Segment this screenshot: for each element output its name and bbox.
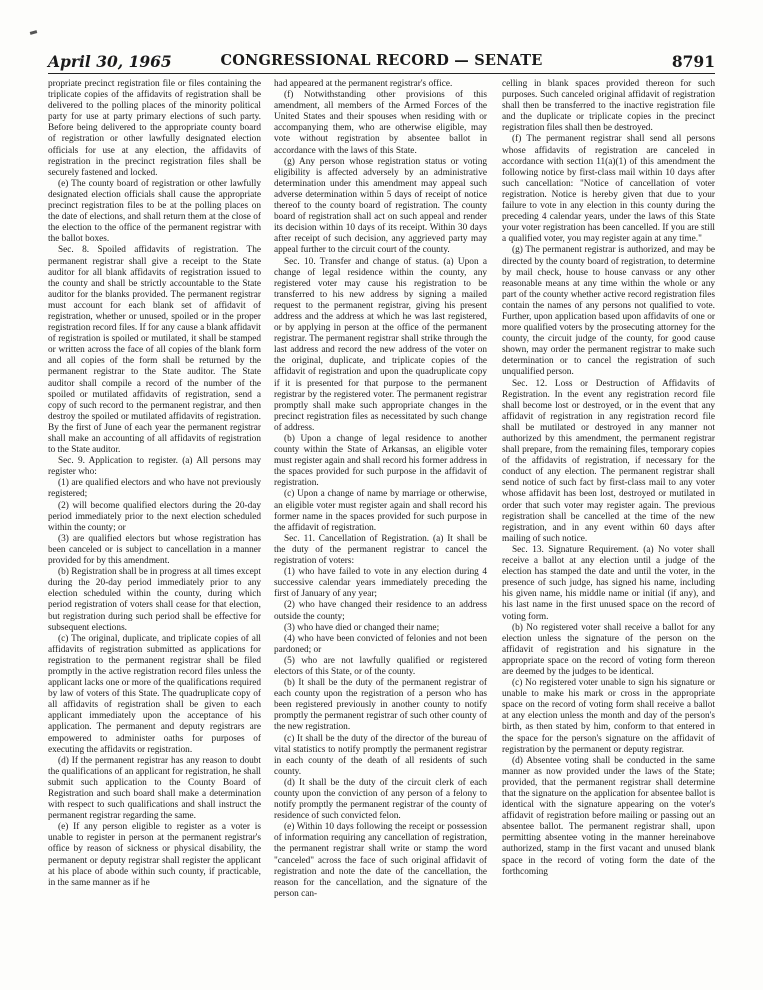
scan-speck bbox=[30, 30, 38, 35]
paragraph: Sec. 12. Loss or Destruction of Affidavits of Registration. In the event any registration record file shall become lost or destroyed, or in the event that any affidavit of registration in any registration record file shall be mutilated or destroyed in any manner not authorized by this amendment, the permanent registrar shall prepare, from the remaining files, temporary copies of the affidavits of registration, if necessary for the conduct of any election. The permanent registrar shall send notice of such fact by first-class mail to any voter whose affidavit has been lost, destroyed or mutilated in order that such voter may register again. The previous registration shall be cancelled at the time of the new registration, and in any event within 60 days after mailing of such notice. bbox=[502, 378, 715, 544]
paragraph: (c) The original, duplicate, and triplicate copies of all affidavits of registration submitted as applications for registration to the permanent registrar shall be filed promptly in the active registration record files unless the applicant lacks one or more of the qualifications required by law of voters of this State. The quadruplicate copy of all affidavits of registration shall be given to each applicant immediately upon the acceptance of his application. The permanent and deputy registrars are empowered to administer oaths for purposes of executing the affidavits or registration. bbox=[48, 633, 261, 755]
paragraph: (b) It shall be the duty of the permanent registrar of each county upon the registration of a person who has been registered previously in another county to notify promptly the permanent registrar of such other county of the new registration. bbox=[274, 678, 487, 733]
paragraph: (c) Upon a change of name by marriage or otherwise, an eligible voter must register again and shall record his former name in the spaces provided for such purpose in the affidavit of registration. bbox=[274, 489, 487, 533]
header-rule bbox=[48, 73, 715, 74]
paragraph: propriate precinct registration file or files containing the triplicate copies of the affidavits of registration shall be delivered to the polling places of the minority political party for use at party primary elections of such party. Before being delivered to the appropriate county board of registration or other lawfully designated election officials for use at any election, the affidavits of registration in the precinct registration files shall be securely fastened and locked. bbox=[48, 79, 261, 178]
paragraph: (3) are qualified electors but whose registration has been canceled or is subject to cancellation in a manner provided for by this amendment. bbox=[48, 533, 261, 567]
paragraph: (4) who have been convicted of felonies and not been pardoned; or bbox=[274, 633, 487, 655]
paragraph: (e) If any person eligible to register as a voter is unable to register in person at the permanent registrar's office by reason of sickness or physical disability, the permanent or deputy registrar shall register the applicant at his place of abode within such county, if practicable, in the same manner as if he bbox=[48, 822, 261, 888]
paragraph: (1) are qualified electors and who have not previously registered; bbox=[48, 478, 261, 500]
header-title: CONGRESSIONAL RECORD — SENATE bbox=[220, 52, 543, 69]
page-header bbox=[48, 52, 715, 72]
paragraph: (e) Within 10 days following the receipt or possession of information requiring any cancellation of registration, the permanent registrar shall write or stamp the word "canceled" across the face of such original affidavit of registration and note the date of the cancellation, the reason for the cancellation, and the signature of the person can- bbox=[274, 822, 487, 899]
paragraph: (f) The permanent registrar shall send all persons whose affidavits of registration are canceled in accordance with section 11(a)(1) of this amendment the following notice by first-class mail within 10 days after such cancellation: "Notice of cancellation of voter registration. Notice is hereby given that due to your failure to vote in any election in this county during the preceding 4 calendar years, under the laws of this State your voter registration has been cancelled. If you are still a qualified voter, you may register again at any time." bbox=[502, 134, 715, 245]
paragraph: Sec. 8. Spoiled affidavits of registration. The permanent registrar shall give a receipt to the State auditor for all blank affidavits of registration issued to the county and shall be strictly accountable to the State auditor for the blanks provided. The permanent registrar must account for each blank set of affidavit of registration, whether or unused, spoiled or in the proper registration record files. If for any cause a blank affidavit of registration is spoiled or mutilated, it shall be stamped or written across the face of all copies of the blank form and all copies of the form shall be returned by the permanent registrar to the State auditor. The State auditor shall compile a record of the number of the spoiled or mutilated affidavits of registration, send a copy of such record to the permanent registrar, and then destroy the spoiled or mutilated affidavits of registration. By the first of June of each year the permanent registrar shall make an accounting of all affidavits of registration to the State auditor. bbox=[48, 245, 261, 456]
paragraph: (5) who are not lawfully qualified or registered electors of this State, or of the county. bbox=[274, 655, 487, 677]
paragraph: (g) Any person whose registration status or voting eligibility is affected adversely by an administrative determination under this amendment may appeal such adverse determination within 5 days of receipt of notice thereof to the county board of registration. The county board of registration shall act on such appeal and render its decision within 10 days of its receipt. Within 30 days after receipt of such decision, any aggrieved party may appeal further to the circuit court of the county. bbox=[274, 156, 487, 256]
column-2 bbox=[274, 79, 487, 959]
header-date: April 30, 1965 bbox=[48, 52, 172, 71]
text-columns bbox=[48, 79, 715, 959]
paragraph: (g) The permanent registrar is authorized, and may be directed by the county board of registration, to determine by mail check, house to house canvass or any other reasonable means at any time within the whole or any part of the county whether active record registration files contain the names of any persons not qualified to vote. Further, upon application based upon affidavits of one or more qualified voters by the prosecuting attorney for the county, the circuit judge of the county, for good cause shown, may order the permanent registrar to make such determination or to cancel the registration of such unqualified person. bbox=[502, 245, 715, 378]
paragraph: (d) It shall be the duty of the circuit clerk of each county upon the conviction of any person of a felony to notify promptly the permanent registrar of the county of residence of such convicted felon. bbox=[274, 777, 487, 822]
paragraph: Sec. 11. Cancellation of Registration. (a) It shall be the duty of the permanent registrar to cancel the registration of voters: bbox=[274, 533, 487, 567]
paragraph: (2) who have changed their residence to an address outside the county; bbox=[274, 600, 487, 622]
paragraph: had appeared at the permanent registrar's office. bbox=[274, 79, 453, 89]
paragraph: (d) Absentee voting shall be conducted in the same manner as now provided under the laws of the State; provided, that the permanent registrar shall determine that the signature on the application for absentee ballot is identical with the signature appearing on the voter's affidavit of registration before mailing or passing out an absentee ballot. The permanent registrar shall, upon permitting absentee voting in the manner hereinabove authorized, stamp in the first vacant and unused blank space in the record of voting form the date of the forthcoming bbox=[502, 755, 715, 877]
paragraph: (f) Notwithstanding other provisions of this amendment, all members of the Armed Forces of the United States and their spouses when residing with or accompanying them, who are otherwise eligible, may vote without registration by absentee ballot in accordance with the laws of this State. bbox=[274, 90, 487, 156]
header-page-number: 8791 bbox=[671, 52, 715, 71]
paragraph: Sec. 10. Transfer and change of status. (a) Upon a change of legal residence within the county, any registered voter may cause his registration to be transferred to his new address by signing a mailed request to the permanent registrar, giving his present address and the address at which he was last registered, or by applying in person at the office of the permanent registrar. The permanent registrar shall strike through the last address and record the new address of the voter on the original, duplicate, and triplicate copies of the affidavit of registration and upon the quadruplicate copy if it is presented for that purpose to the permanent registrar by the registered voter. The permanent registrar promptly shall make such appropriate changes in the precinct registration files as necessitated by such change of address. bbox=[274, 256, 487, 433]
paragraph: (d) If the permanent registrar has any reason to doubt the qualifications of an applicant for registration, he shall submit such application to the County Board of Registration and such board shall make a determination with respect to such qualifications and shall instruct the permanent registrar regarding the same. bbox=[48, 755, 261, 822]
paragraph: (c) It shall be the duty of the director of the bureau of vital statistics to notify promptly the permanent registrar in each county of the death of all residents of such county. bbox=[274, 733, 487, 777]
paragraph: celling in blank spaces provided thereon for such purposes. Such canceled original affidavit of registration shall then be transferred to the inactive registration file and the duplicate or triplicate copies in the precinct registration files shall then be destroyed. bbox=[502, 79, 715, 134]
paragraph: (e) The county board of registration or other lawfully designated election officials shall cause the appropriate precinct registration files to be at the polling places on the date of elections, and shall return them at the close of the election to the office of the permanent registrar with the ballot boxes. bbox=[48, 178, 261, 245]
paragraph: (b) Upon a change of legal residence to another county within the State of Arkansas, an eligible voter must register again and shall record his former address in the spaces provided for such purpose in the affidavit of registration. bbox=[274, 434, 487, 489]
paragraph: (3) who have died or changed their name; bbox=[284, 622, 440, 633]
paragraph: Sec. 13. Signature Requirement. (a) No voter shall receive a ballot at any election until a judge of the election has stamped the date and until the voter, in the presence of such judge, has signed his name, including his given name, his middle name or initial (if any), and his last name in the first unused space on the record of voting form. bbox=[502, 544, 715, 622]
paragraph: (b) No registered voter shall receive a ballot for any election unless the signature of the person on the affidavit of registration and his signature in the appropriate space on the record of voting form thereon are deemed by the judges to be identical. bbox=[502, 622, 715, 677]
paragraph: (1) who have failed to vote in any election during 4 successive calendar years immediately preceding the first of January of any year; bbox=[274, 567, 487, 600]
paragraph: (2) will become qualified electors during the 20-day period immediately prior to the next election scheduled within the county; or bbox=[48, 500, 261, 533]
paragraph: Sec. 9. Application to register. (a) All persons may register who: bbox=[48, 456, 261, 478]
paragraph: (b) Registration shall be in progress at all times except during the 20-day period immediately prior to any election scheduled within the county, during which period registration of voters shall cease for that election, but registration during such period shall be effective for subsequent elections. bbox=[48, 567, 261, 633]
paragraph: (c) No registered voter unable to sign his signature or unable to make his mark or cross in the appropriate space on the record of voting form shall receive a ballot at any election unless the month and day of the person's birth, as then stated by him, conform to that entered in the space for the person's signature on the affidavit of registration by the permanent or deputy registrar. bbox=[502, 678, 715, 755]
column-3 bbox=[502, 79, 715, 959]
column-1 bbox=[48, 79, 261, 959]
